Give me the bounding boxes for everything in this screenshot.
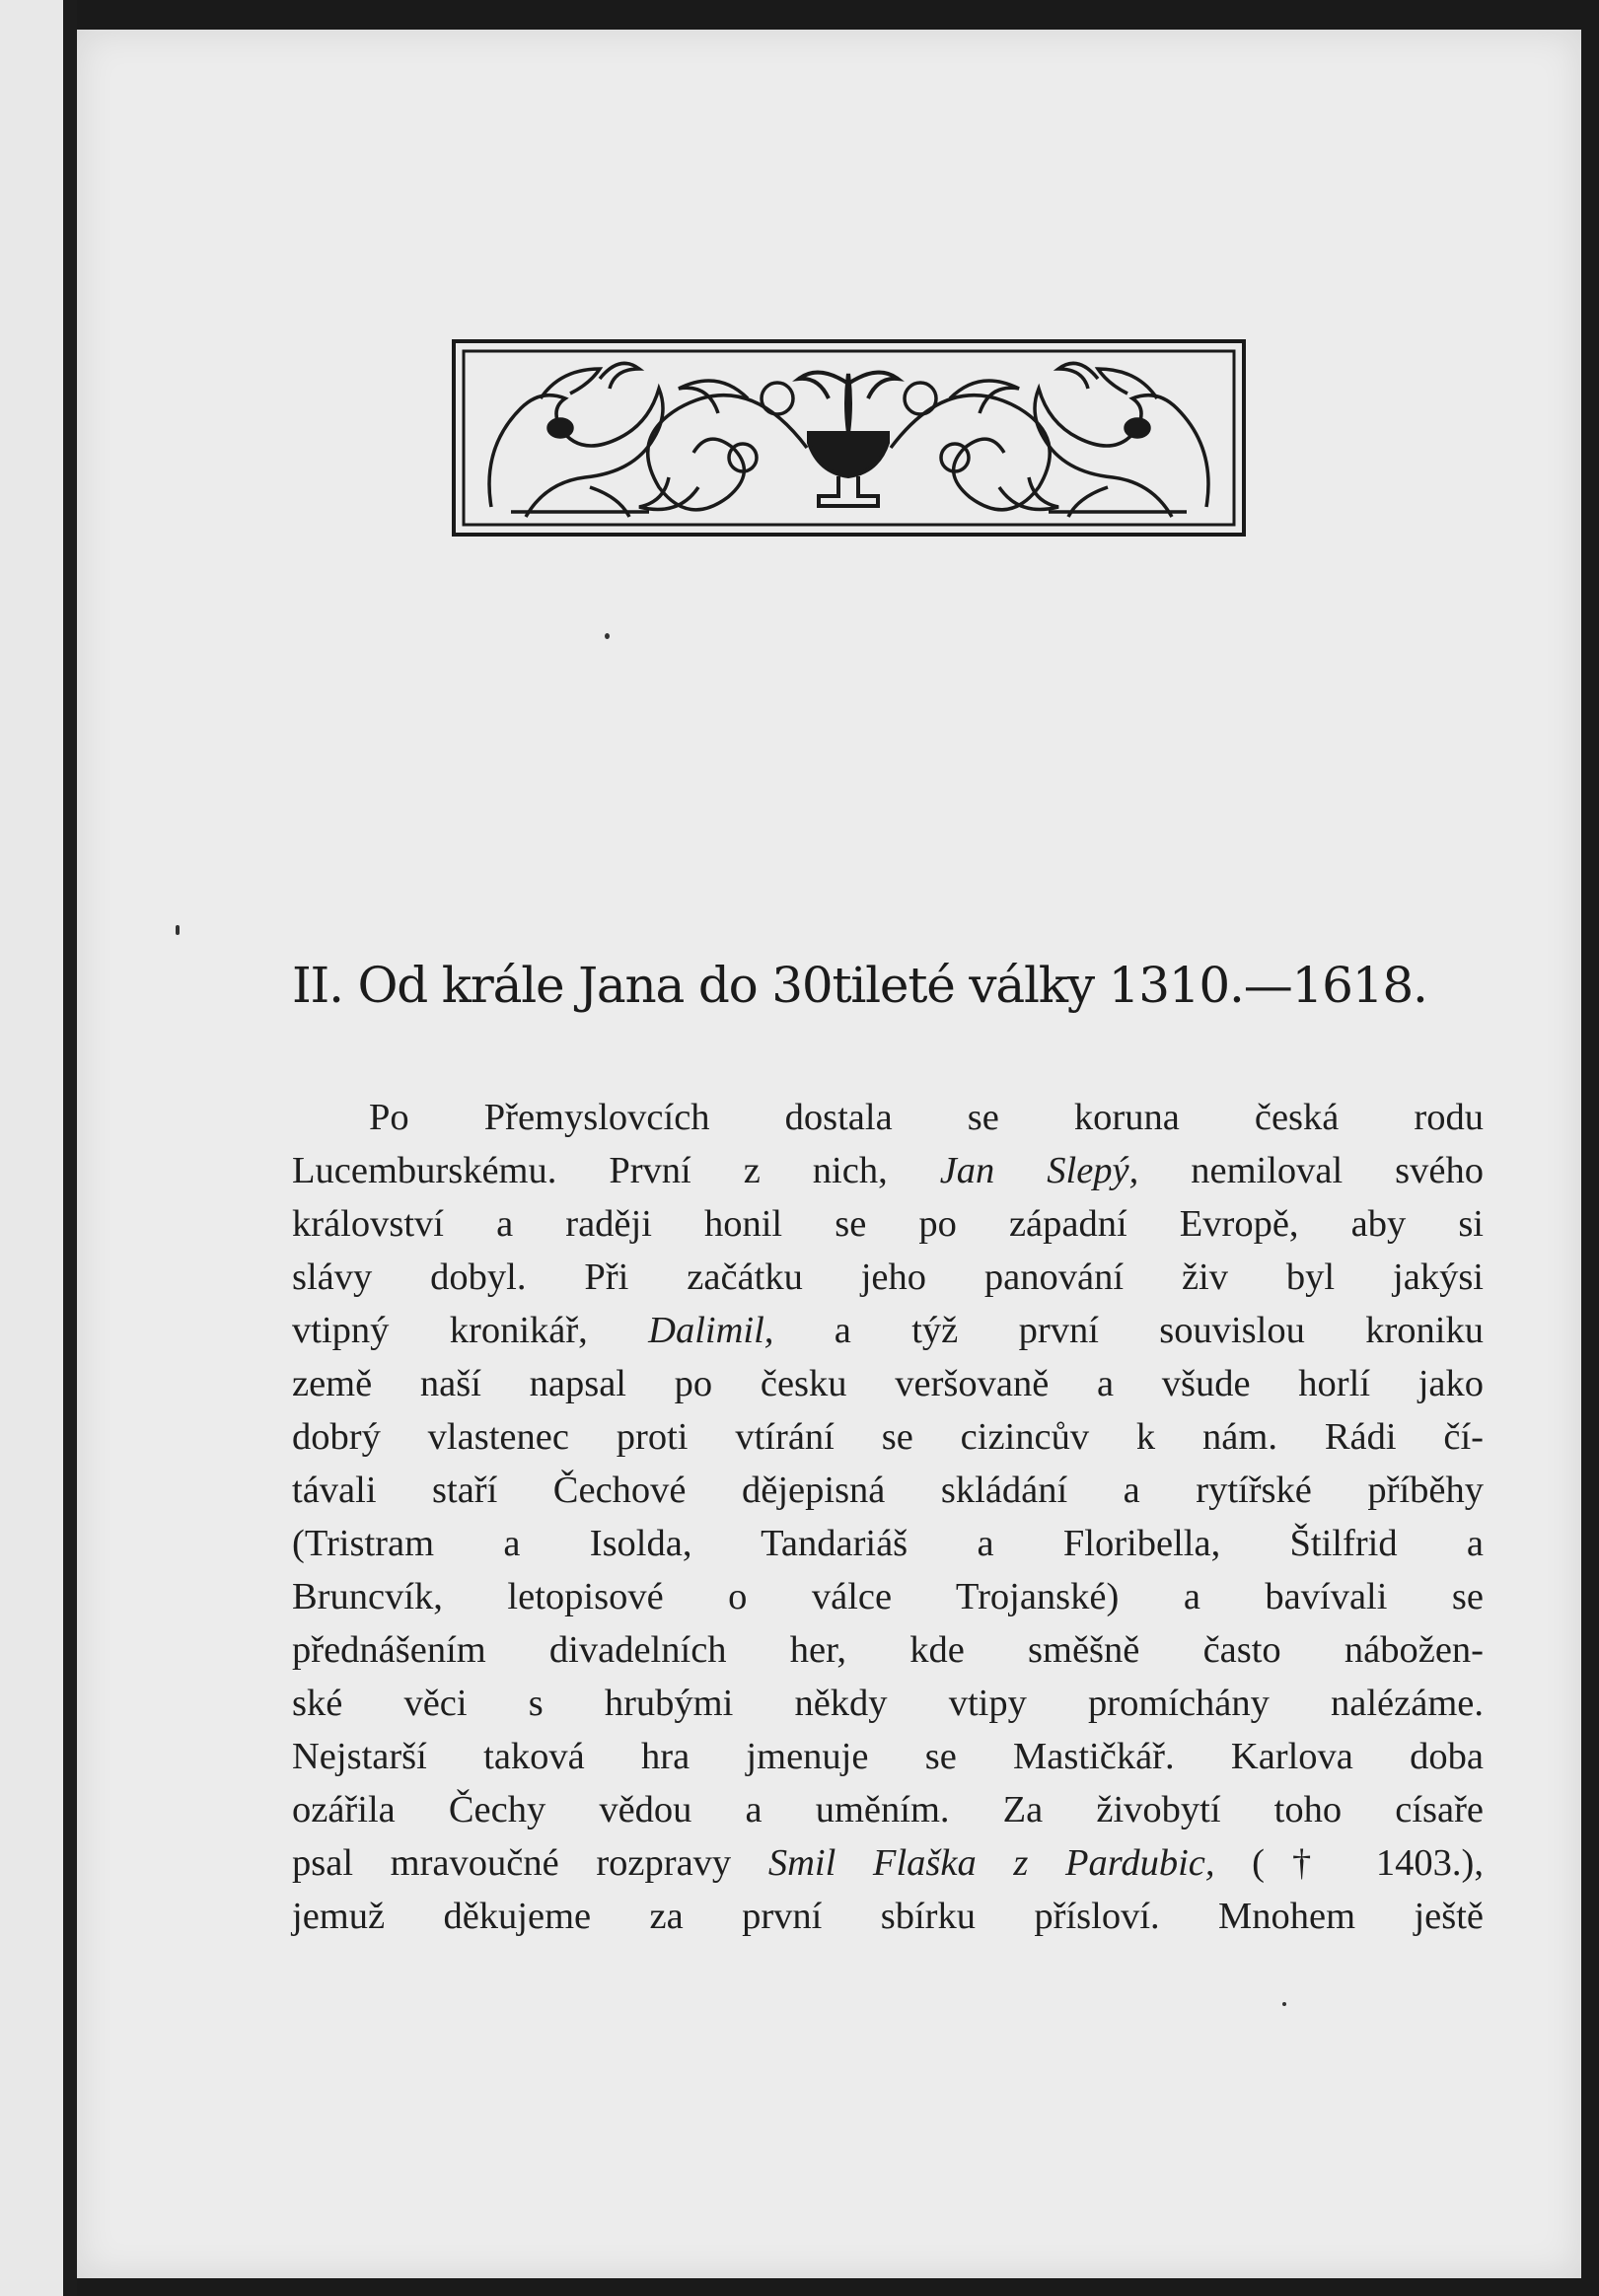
text-line <box>292 1836 1484 1890</box>
text-line <box>292 1890 1484 1943</box>
text-run: království a raději honil se po západní Evropě, aby si <box>292 1203 1484 1245</box>
italic-name: Jan Slepý, <box>939 1150 1139 1191</box>
text-line <box>292 1410 1484 1464</box>
italic-name: Smil Flaška z Pardubic, <box>767 1842 1215 1884</box>
book-page <box>77 30 1581 2278</box>
print-speck <box>176 925 180 935</box>
ornamental-headpiece-icon <box>452 339 1246 537</box>
text-run: Po Přemyslovcích dostala se koruna česká rodu <box>369 1097 1484 1138</box>
text-run: ozářila Čechy vědou a uměním. Za živobytí toho císaře <box>292 1789 1484 1830</box>
text-line <box>292 1251 1484 1304</box>
text-run: Bruncvík, letopisové o válce Trojanské) a bavívali se <box>292 1576 1484 1617</box>
italic-name: Dalimil, <box>648 1310 774 1351</box>
text-line <box>292 1091 1484 1144</box>
text-line <box>292 1783 1484 1836</box>
text-line <box>292 1677 1484 1730</box>
text-run: země naší napsal po česku veršovaně a všude horlí jako <box>292 1363 1484 1404</box>
left-page-edge <box>0 0 63 2296</box>
print-speck <box>605 633 610 639</box>
book-gutter <box>63 0 77 2296</box>
text-run: ské věci s hrubými někdy vtipy promíchány nalézáme. <box>292 1683 1484 1724</box>
chapter-paragraph <box>292 1091 1484 1943</box>
text-run: (Tristram a Isolda, Tandariáš a Floribella, Štilfrid a <box>292 1523 1484 1564</box>
text-run: vtipný kronikář, <box>292 1310 649 1351</box>
text-run: a týž první souvislou kroniku <box>773 1310 1484 1351</box>
text-line <box>292 1304 1484 1357</box>
text-line <box>292 1144 1484 1197</box>
text-line <box>292 1197 1484 1251</box>
text-line <box>292 1357 1484 1410</box>
text-line <box>292 1730 1484 1783</box>
text-run: dobrý vlastenec proti vtírání se cizincův k nám. Rádi čí- <box>292 1416 1484 1458</box>
text-line <box>292 1464 1484 1517</box>
text-run: távali staří Čechové dějepisná skládání a rytířské příběhy <box>292 1470 1484 1511</box>
print-speck <box>1282 2002 1286 2006</box>
text-run: slávy dobyl. Při začátku jeho panování živ byl jakýsi <box>292 1256 1484 1298</box>
text-run: Lucemburskému. První z nich, <box>292 1150 940 1191</box>
text-line <box>292 1570 1484 1623</box>
text-run: přednášením divadelních her, kde směšně často nábožen- <box>292 1629 1484 1671</box>
text-run: († 1403.), <box>1214 1842 1484 1884</box>
text-run: psal mravoučné rozpravy <box>292 1842 768 1884</box>
text-run: jemuž děkujeme za první sbírku přísloví. Mnohem ještě <box>292 1896 1484 1937</box>
text-line <box>292 1623 1484 1677</box>
text-run: nemiloval svého <box>1138 1150 1484 1191</box>
text-run: Nejstarší taková hra jmenuje se Mastičkář. Karlova doba <box>292 1736 1484 1777</box>
chapter-heading: II. Od krále Jana do 30tileté války 1310.—1618. <box>292 957 1427 1014</box>
text-line <box>292 1517 1484 1570</box>
